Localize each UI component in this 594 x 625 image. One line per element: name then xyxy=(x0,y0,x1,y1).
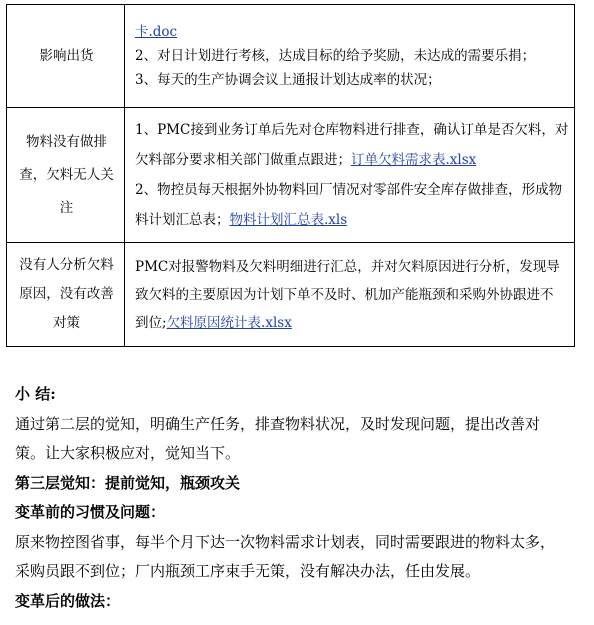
content-line xyxy=(135,205,568,235)
row-label-line: 对策 xyxy=(53,315,80,331)
row-label-cell xyxy=(7,243,125,347)
row-label-line: 注 xyxy=(59,199,74,216)
content-text: 到位; xyxy=(135,314,167,331)
content-line xyxy=(135,20,568,44)
row-content-cell xyxy=(125,108,575,243)
table-row xyxy=(7,108,575,243)
row-content-cell xyxy=(125,243,575,347)
row-label-line: 物料没有做排 xyxy=(26,133,107,150)
attachment-link[interactable]: 物料计划汇总表.xls xyxy=(229,212,348,228)
row-label-line: 没有人分析欠料 xyxy=(19,257,114,273)
content-line: 3、每天的生产协调会议上通报计划达成率的状况； xyxy=(135,72,441,88)
subsection-heading: 变革前的习惯及问题： xyxy=(15,503,166,521)
row-label-cell xyxy=(7,5,125,108)
row-label-line: 原因，没有改善 xyxy=(19,286,114,302)
row-content-cell xyxy=(125,5,575,108)
content-line: 2、物控员每天根据外协物料回厂情况对零部件安全库存做排查，形成物 xyxy=(135,182,563,198)
content-line xyxy=(135,145,568,175)
paragraph-line: 通过第二层的觉知，明确生产任务，排查物料状况，及时发现问题，提出改善对 xyxy=(15,414,541,433)
content-line xyxy=(135,309,568,337)
table-row xyxy=(7,5,575,108)
content-line: 1、PMC接到业务订单后先对仓库物料进行排查，确认订单是否欠料，对 xyxy=(135,122,569,138)
document-body xyxy=(15,380,585,616)
attachment-link[interactable]: 欠料原因统计表.xlsx xyxy=(166,314,292,331)
paragraph-line: 策。让大家积极应对，觉知当下。 xyxy=(15,444,241,462)
summary-heading: 小 结: xyxy=(15,385,56,403)
content-line: 致欠料的主要原因为计划下单不及时、机加产能瓶颈和采购外协跟进不 xyxy=(135,286,554,303)
plan-table xyxy=(6,4,575,347)
attachment-link[interactable]: 卡.doc xyxy=(135,24,178,40)
row-label-line: 查，欠料无人关 xyxy=(19,166,114,183)
row-label-cell xyxy=(7,108,125,243)
subsection-heading: 变革后的做法： xyxy=(15,591,121,610)
row-label-line: 影响出货 xyxy=(39,48,94,64)
content-line: PMC对报警物料及欠料明细进行汇总，并对欠料原因进行分析，发现导 xyxy=(135,258,560,275)
paragraph-line: 采购员跟不到位；厂内瓶颈工序束手无策，没有解决办法，任由发展。 xyxy=(15,562,481,580)
content-line: 2、对日计划进行考核，达成目标的给予奖励，未达成的需要乐捐； xyxy=(135,48,536,64)
content-text: 欠料部分要求相关部门做重点跟进； xyxy=(135,152,351,168)
content-text: 料计划汇总表； xyxy=(135,212,230,228)
section-heading: 第三层觉知：提前觉知，瓶颈攻关 xyxy=(15,473,241,492)
table-row xyxy=(7,243,575,347)
paragraph-line: 原来物控图省事，每半个月下达一次物料需求计划表，同时需要跟进的物料太多， xyxy=(15,532,556,551)
attachment-link[interactable]: 订单欠料需求表.xlsx xyxy=(351,152,477,168)
